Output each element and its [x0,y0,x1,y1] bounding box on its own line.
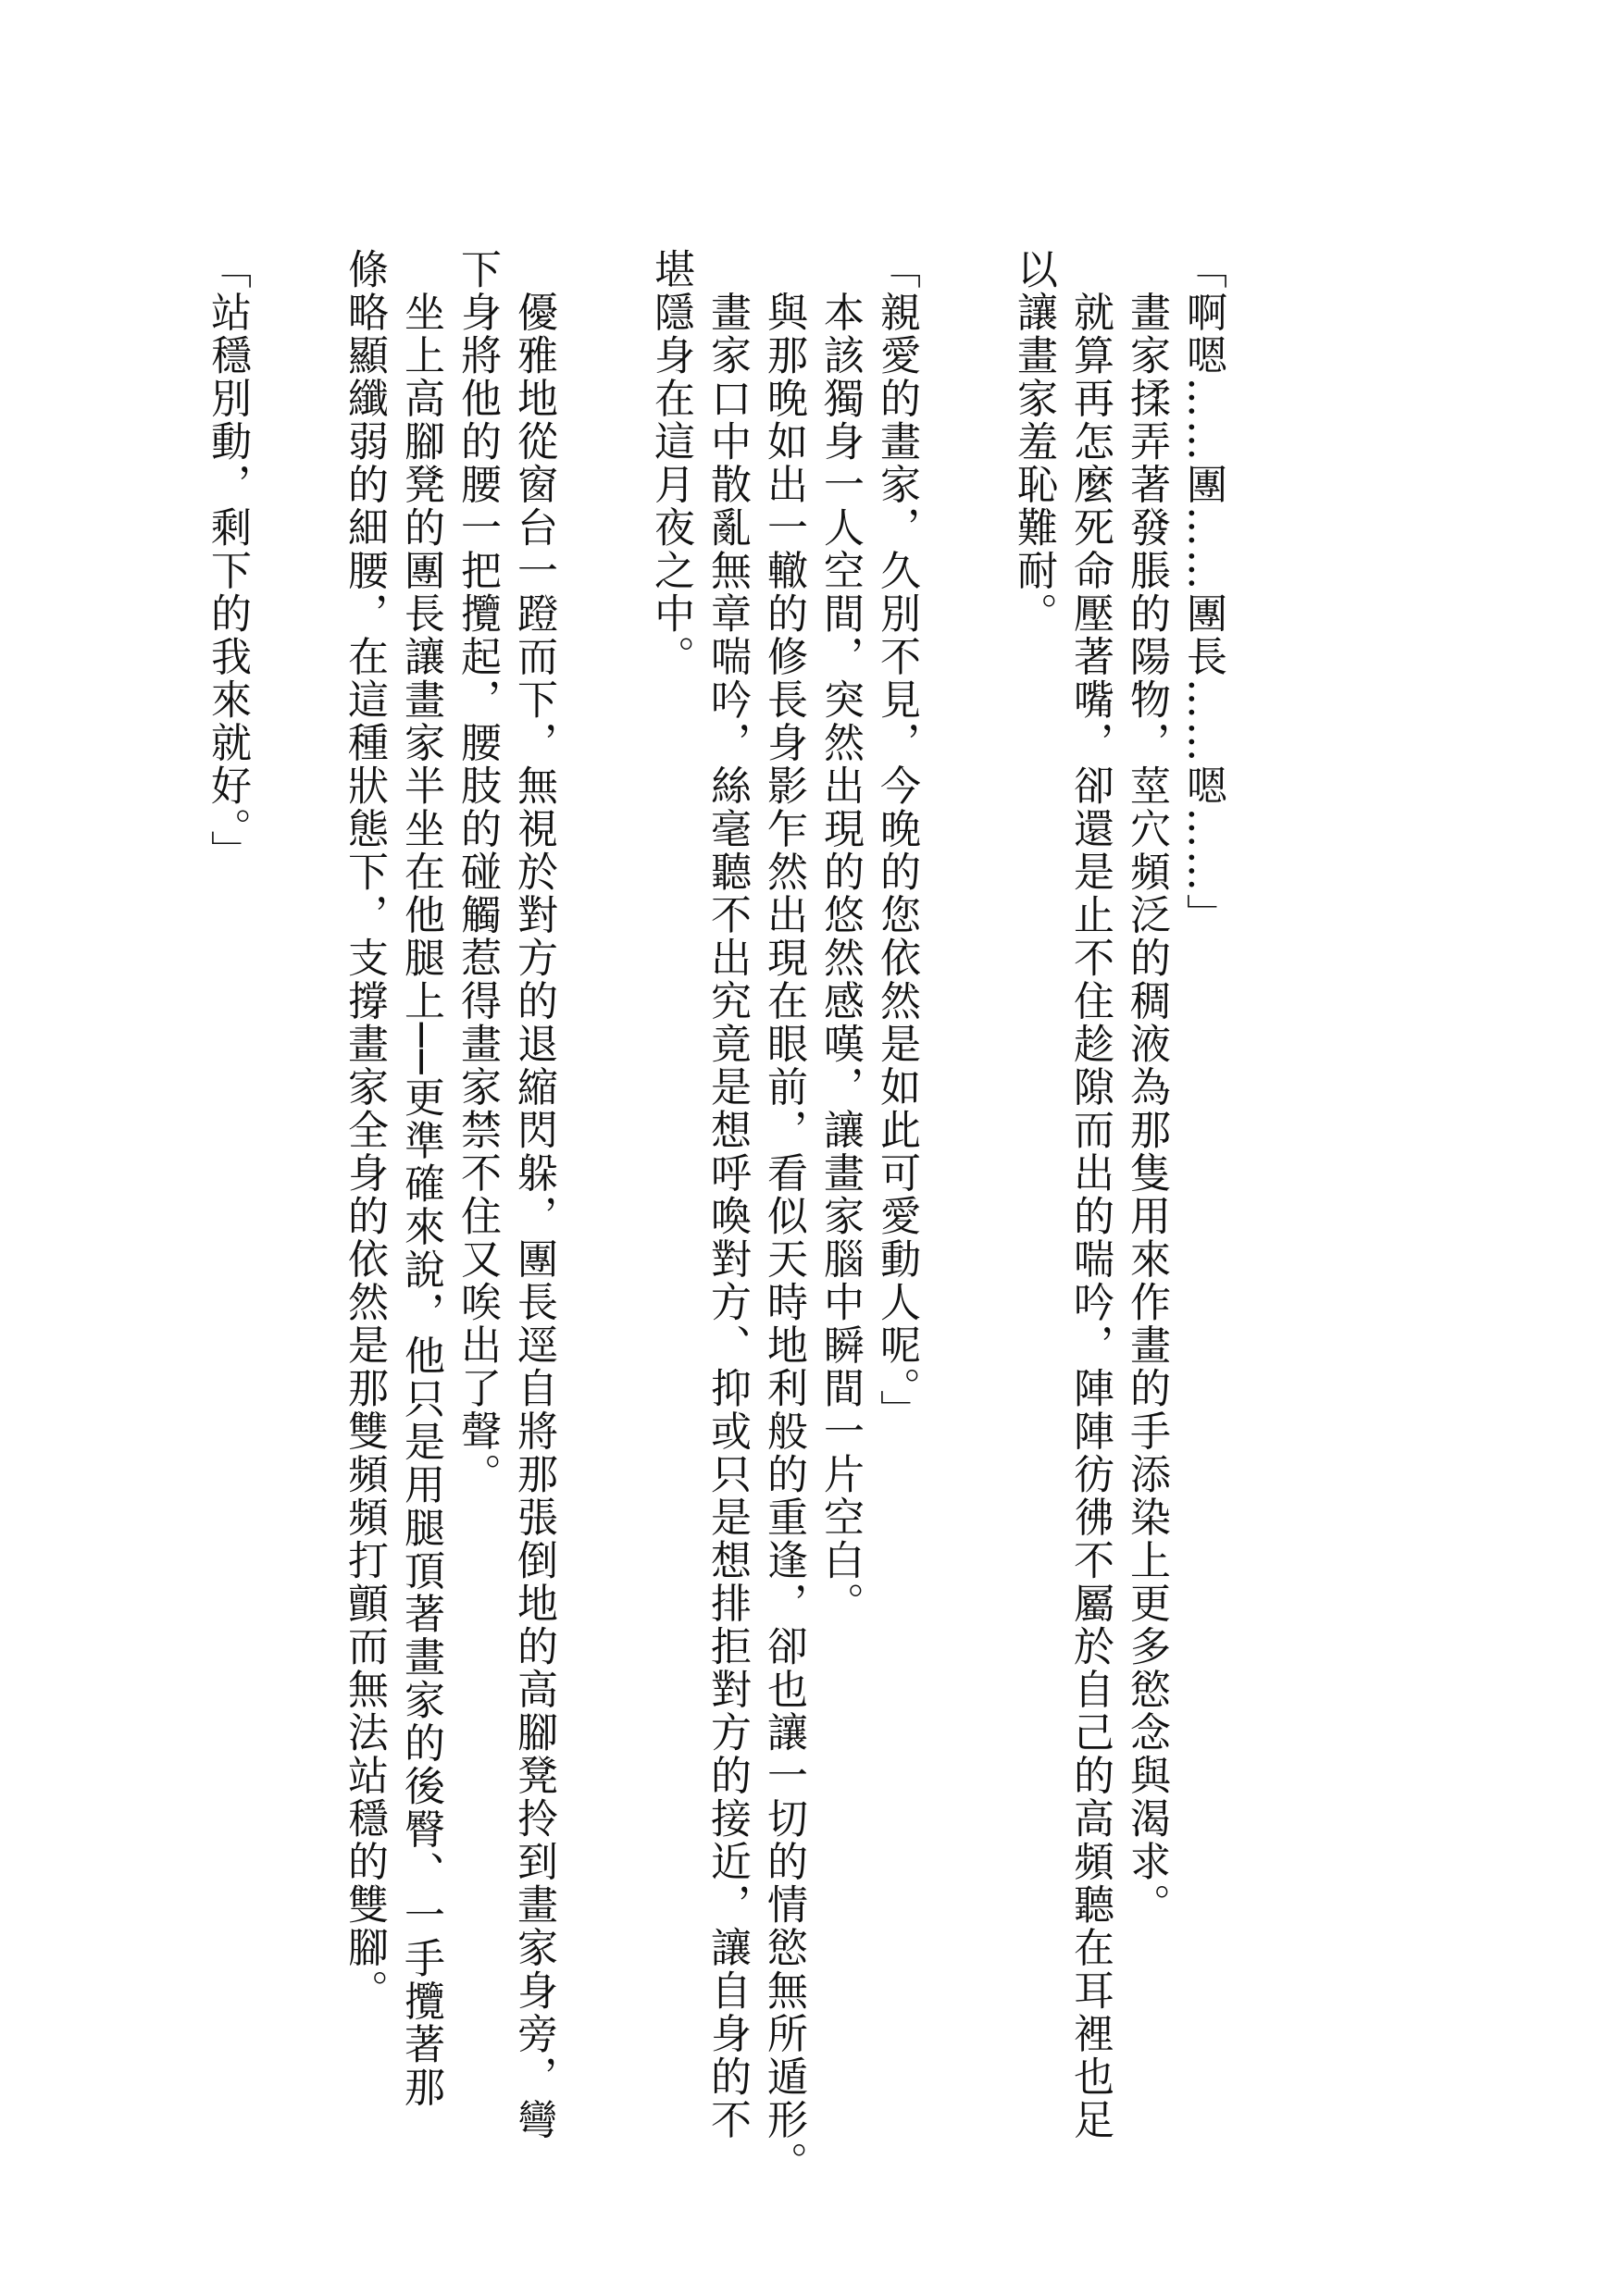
text-line: 堪隱身在這月夜之中。 [647,248,694,678]
text-line: 「啊嗯……團……團長……嗯……」 [1179,248,1226,937]
paragraph-gap [263,248,328,2062]
text-line: 「親愛的畫家，久別不見，今晚的您依然是如此可愛動人呢。」 [873,248,920,1433]
text-line: 優雅地從窗台一蹬而下，無視於對方的退縮閃躲，團長逕自將那張倒地的高腳凳拎到畫家身旁，彎 [510,248,557,2141]
vertical-text-body [204,248,1238,2185]
paragraph-gap [932,248,997,2062]
text-line: 本該獨身一人空間，突然出現的悠然感嘆，讓畫家腦中瞬間一片空白。 [816,248,864,1625]
text-line: 下身將他的腰一把攬起，腰肢的碰觸惹得畫家禁不住又唉出了聲。 [454,248,501,1496]
text-line: 條略顯纖弱的細腰，在這種狀態下，支撐畫家全身的依然是那雙頻頻打顫而無法站穩的雙腳。 [341,248,388,2013]
text-line: 以讓畫家羞恥難耐。 [1010,248,1057,636]
text-line: 與那晚如出一轍的修長身影乍然出現在眼前，看似天時地利般的重逢，卻也讓一切的情慾無所遁形。 [760,248,807,2185]
text-line: 就算再怎麼死命壓著嘴，卻還是止不住趁隙而出的喘吟，陣陣彷彿不屬於自己的高頻聽在耳裡也足 [1066,248,1114,2141]
text-line: 「站穩別動，剩下的我來就好。」 [204,248,251,874]
paragraph-gap [569,248,634,2062]
text-line: 坐上高腳凳的團長讓畫家半坐在他腿上──更準確來說，他只是用腿頂著畫家的後臀、一手攬著那 [397,248,444,2109]
text-line: 畫家口中散亂無章喘吟，絲毫聽不出究竟是想呼喚對方、抑或只是想排拒對方的接近，讓自身的不 [703,248,751,2141]
text-line: 畫家揉弄著發脹的陽物，莖穴頻泛的稠液為那隻用來作畫的手添染上更多慾念與渴求。 [1123,248,1170,1927]
